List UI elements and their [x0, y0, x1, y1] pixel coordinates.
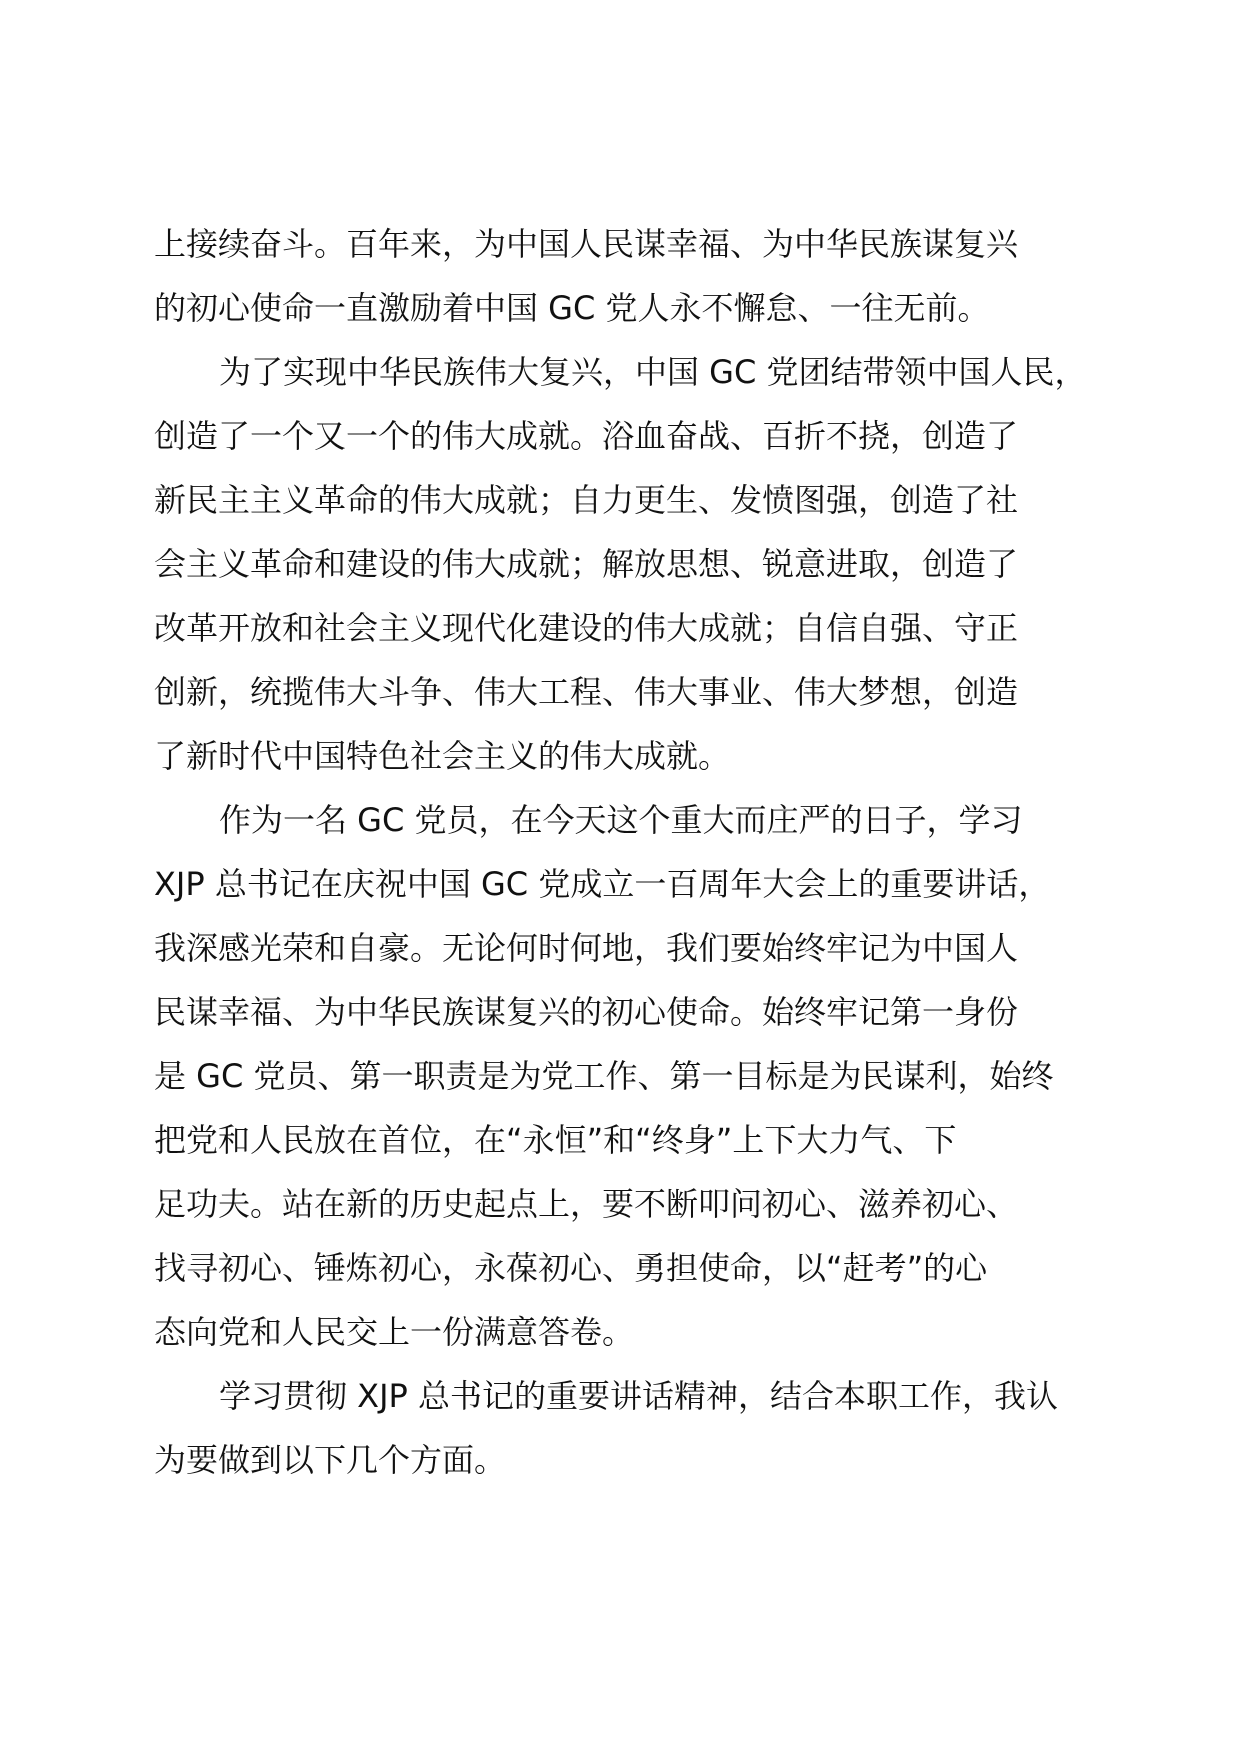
- paragraph-3-line-5: 是 GC 党员、第一职责是为党工作、第一目标是为民谋利，始终: [154, 1057, 1054, 1095]
- paragraph-3-line-3: 我深感光荣和自豪。无论何时何地，我们要始终牢记为中国人: [154, 929, 1019, 967]
- paragraph-3-line-4: 民谋幸福、为中华民族谋复兴的初心使命。始终牢记第一身份: [154, 993, 1019, 1031]
- paragraph-1-line-1: 上接续奋斗。百年来，为中国人民谋幸福、为中华民族谋复兴: [154, 225, 1019, 263]
- paragraph-3-line-9: 态向党和人民交上一份满意答卷。: [154, 1313, 635, 1351]
- paragraph-2-line-1: 为了实现中华民族伟大复兴，中国 GC 党团结带领中国人民，: [219, 353, 1087, 391]
- paragraph-3-line-2: XJP 总书记在庆祝中国 GC 党成立一百周年大会上的重要讲话，: [154, 865, 1051, 903]
- paragraph-3-line-8: 找寻初心、锤炼初心，永葆初心、勇担使命，以“赶考”的心: [154, 1249, 988, 1287]
- paragraph-4-line-2: 为要做到以下几个方面。: [154, 1441, 507, 1479]
- paragraph-3-line-1: 作为一名 GC 党员，在今天这个重大而庄严的日子，学习: [219, 801, 1023, 839]
- paragraph-2-line-5: 改革开放和社会主义现代化建设的伟大成就；自信自强、守正: [154, 609, 1019, 647]
- paragraph-2-line-4: 会主义革命和建设的伟大成就；解放思想、锐意进取，创造了: [154, 545, 1019, 583]
- paragraph-3-line-6: 把党和人民放在首位，在“永恒”和“终身”上下大力气、下: [154, 1121, 957, 1159]
- document-body: [154, 212, 1094, 1492]
- paragraph-1-line-2: 的初心使命一直激励着中国 GC 党人永不懈怠、一往无前。: [154, 289, 990, 327]
- paragraph-4-line-1: 学习贯彻 XJP 总书记的重要讲话精神，结合本职工作，我认: [219, 1377, 1059, 1415]
- paragraph-2-line-2: 创造了一个又一个的伟大成就。浴血奋战、百折不挠，创造了: [154, 417, 1019, 455]
- paragraph-2-line-7: 了新时代中国特色社会主义的伟大成就。: [154, 737, 731, 775]
- paragraph-2-line-3: 新民主主义革命的伟大成就；自力更生、发愤图强，创造了社: [154, 481, 1019, 519]
- paragraph-3-line-7: 足功夫。站在新的历史起点上，要不断叩问初心、滋养初心、: [154, 1185, 1019, 1223]
- paragraph-2-line-6: 创新，统揽伟大斗争、伟大工程、伟大事业、伟大梦想，创造: [154, 673, 1019, 711]
